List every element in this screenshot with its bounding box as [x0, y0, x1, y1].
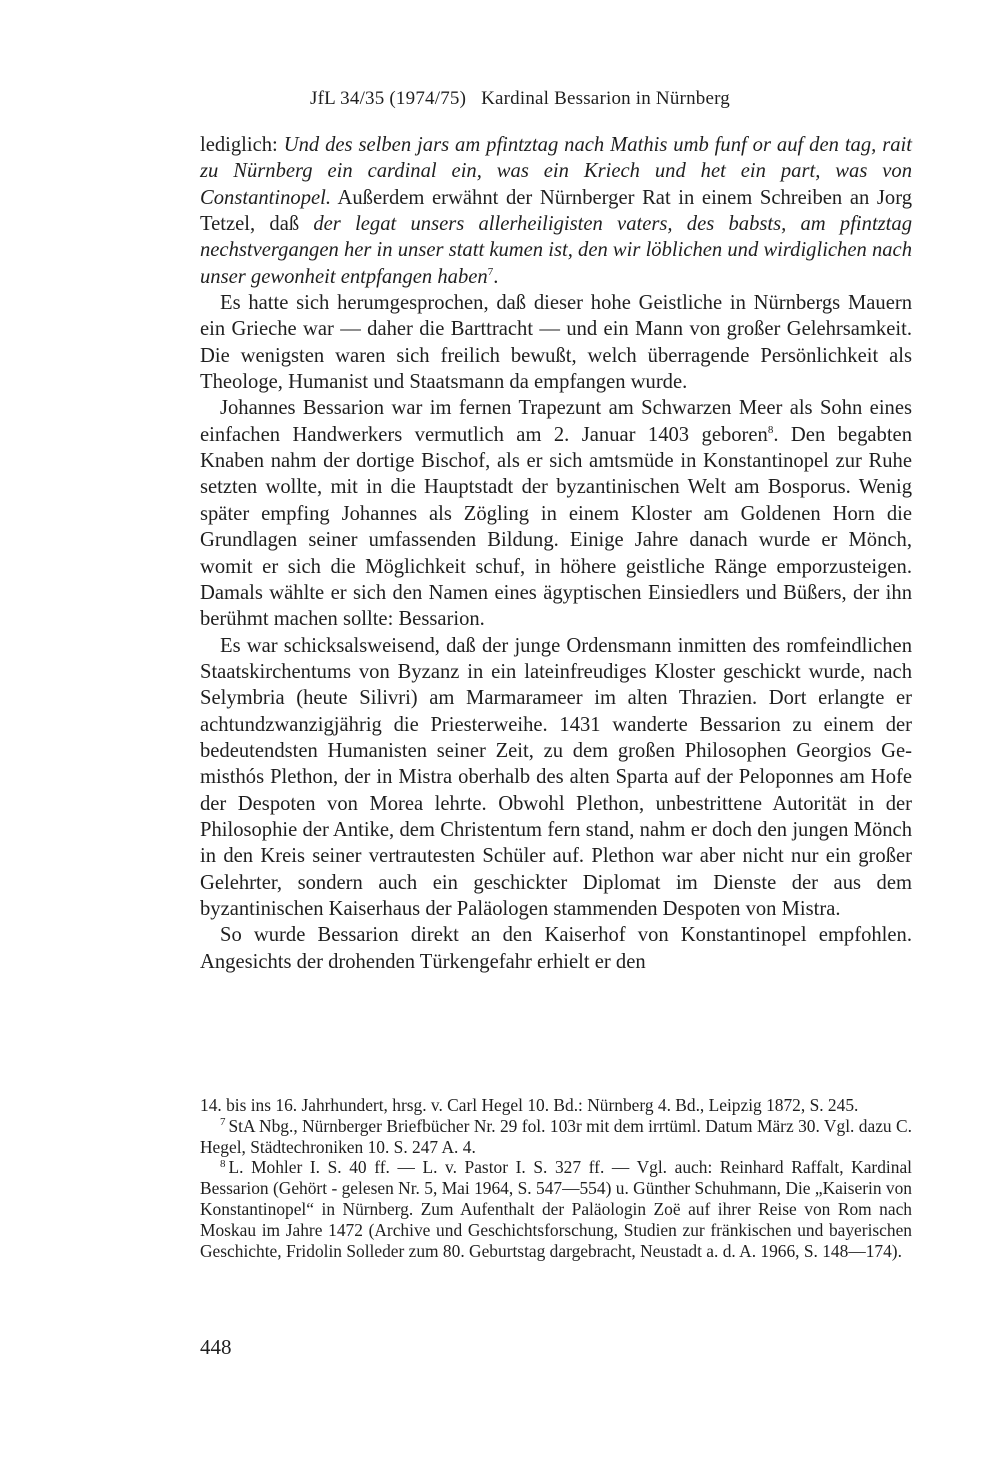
footnote-reference: 8	[767, 423, 774, 436]
article-title: Kardinal Bessarion in Nürnberg	[481, 88, 730, 109]
quotation-chronicle: Und des selben jars am pfintztag nach Mathis umb funf or auf den tag, rait zu Nürnberg ein cardinal ein, was ein Kriech und het ein part, was von Constantinopel.	[200, 134, 912, 209]
footnotes	[200, 1095, 912, 1261]
footnote-text: StA Nbg., Nürnberger Briefbücher Nr. 29 fol. 103r mit dem irrtüml. Datum März 30. Vgl. dazu C. Hegel, Städtechroniken 10. S. 247 A. 4.	[200, 1115, 912, 1157]
footnote-number: 7	[220, 1116, 226, 1128]
paragraph-text: .	[493, 265, 499, 288]
running-head	[310, 88, 810, 110]
page-number: 448	[200, 1335, 232, 1359]
footnote-text: L. Mohler I. S. 40 ff. — L. v. Pastor I. S. 327 ff. — Vgl. auch: Reinhard Raffalt, Kardinal Bessarion (Gehört - gelesen Nr. 5, Mai 1964, S. 547—554) u. Günther Schuhmann, Die „Kaiserin von Konstantinopel“ in Nürnberg. Zum Aufenthalt der Paläologin Zoë auf ihrer Reise von Rom nach Moskau im Jahre 1472 (Archive und Geschichtsforschung, Studien zur fränkischen und bayerischen Geschichte, Fridolin Solleder zum 80. Geburtstag dargebracht, Neustadt a. d. A. 1966, S. 148—174).	[200, 1157, 912, 1261]
paragraph-3	[200, 395, 912, 632]
paragraph-text: Außerdem erwähnt der Nürnberger Rat in einem Schreiben an Jorg Tetzel, daß	[200, 186, 912, 236]
paragraph-2: Es hatte sich herumgesprochen, daß dieser hohe Geistliche in Nürnbergs Mauern ein Grieche war — daher die Barttracht — und ein Mann von großer Gelehrsamkeit. Die wenigsten waren sich freilich bewußt, welch überragende Persönlichkeit als Theologe, Humanist und Staatsmann da empfangen wurde.	[200, 292, 912, 394]
main-text	[200, 132, 912, 975]
journal-reference: JfL 34/35 (1974/75)	[310, 88, 467, 109]
footnote-8	[200, 1157, 912, 1261]
paragraph-5: So wurde Bessarion direkt an den Kaiserhof von Konstantinopel empfohlen. Angesichts der drohenden Türkengefahr erhielt er den	[200, 924, 912, 973]
paragraph-text: . Den begabten Knaben nahm der dortige Bischof, als er sich amtsmüde in Konstantinopel zur Ruhe setzten wollte, mit in die Hauptstadt der byzantinischen Welt am Bosporus. Wenig später empfing Johannes als Zögling in einem Kloster am Goldenen Horn die Grundlagen seiner umfassenden Bildung. Einige Jahre danach wurde er Mönch, womit er sich die Möglichkeit schuf, in höhere geistliche Ränge emporzusteigen. Damals wählte er sich den Namen eines ägyptischen Einsiedlers und Büßers, der ihn berühmt machen sollte: Bessarion.	[200, 423, 912, 631]
paragraph-4: Es war schicksalsweisend, daß der junge Ordensmann inmitten des romfeindlichen Staatskirchentums von Byzanz in ein lateinfreudiges Kloster geschickt wurde, nach Selymbria (heute Silivri) am Marmarameer im alten Thrazien. Dort erlangte er achtundzwanzigjährig die Priesterweihe. 1431 wanderte Bessarion zu einem der bedeutendsten Humanisten seiner Zeit, zu dem großen Philosophen Georgios Gemisthós Plethon, der in Mistra oberhalb des alten Sparta auf der Peloponnes am Hofe der Despoten von Morea lehrte. Obwohl Plethon, unbestrittene Autorität in der Philosophie der Antike, dem Christentum fern stand, nahm er doch den jungen Mönch in den Kreis seiner vertrautesten Schüler auf. Plethon war aber nicht nur ein großer Gelehrter, sondern auch ein geschickter Diplomat im Dienste der aus dem byzantinischen Kaiserhaus der Paläologen stammenden Despoten von Mistra.	[200, 634, 912, 920]
paragraph-text: Johannes Bessarion war im fernen Trapezunt am Schwarzen Meer als Sohn eines einfachen Handwerkers vermutlich am 2. Januar 1403 geboren	[200, 397, 912, 446]
footnote-7	[200, 1116, 912, 1158]
footnote-number: 8	[220, 1157, 226, 1170]
footnote-continuation: 14. bis ins 16. Jahrhundert, hrsg. v. Carl Hegel 10. Bd.: Nürnberg 4. Bd., Leipzig 1872, S. 245.	[200, 1095, 859, 1115]
paragraph-text: lediglich:	[200, 134, 284, 156]
paragraph-1	[200, 132, 912, 290]
quotation-letter: der legat unsers allerheiligisten vaters, des babsts, am pfintztag nechstvergangen her in unser statt kumen ist, den wir löblichen und wirdiglichen nach unser gewonheit entpfangen haben	[200, 213, 912, 288]
footnote-reference: 7	[487, 265, 494, 278]
